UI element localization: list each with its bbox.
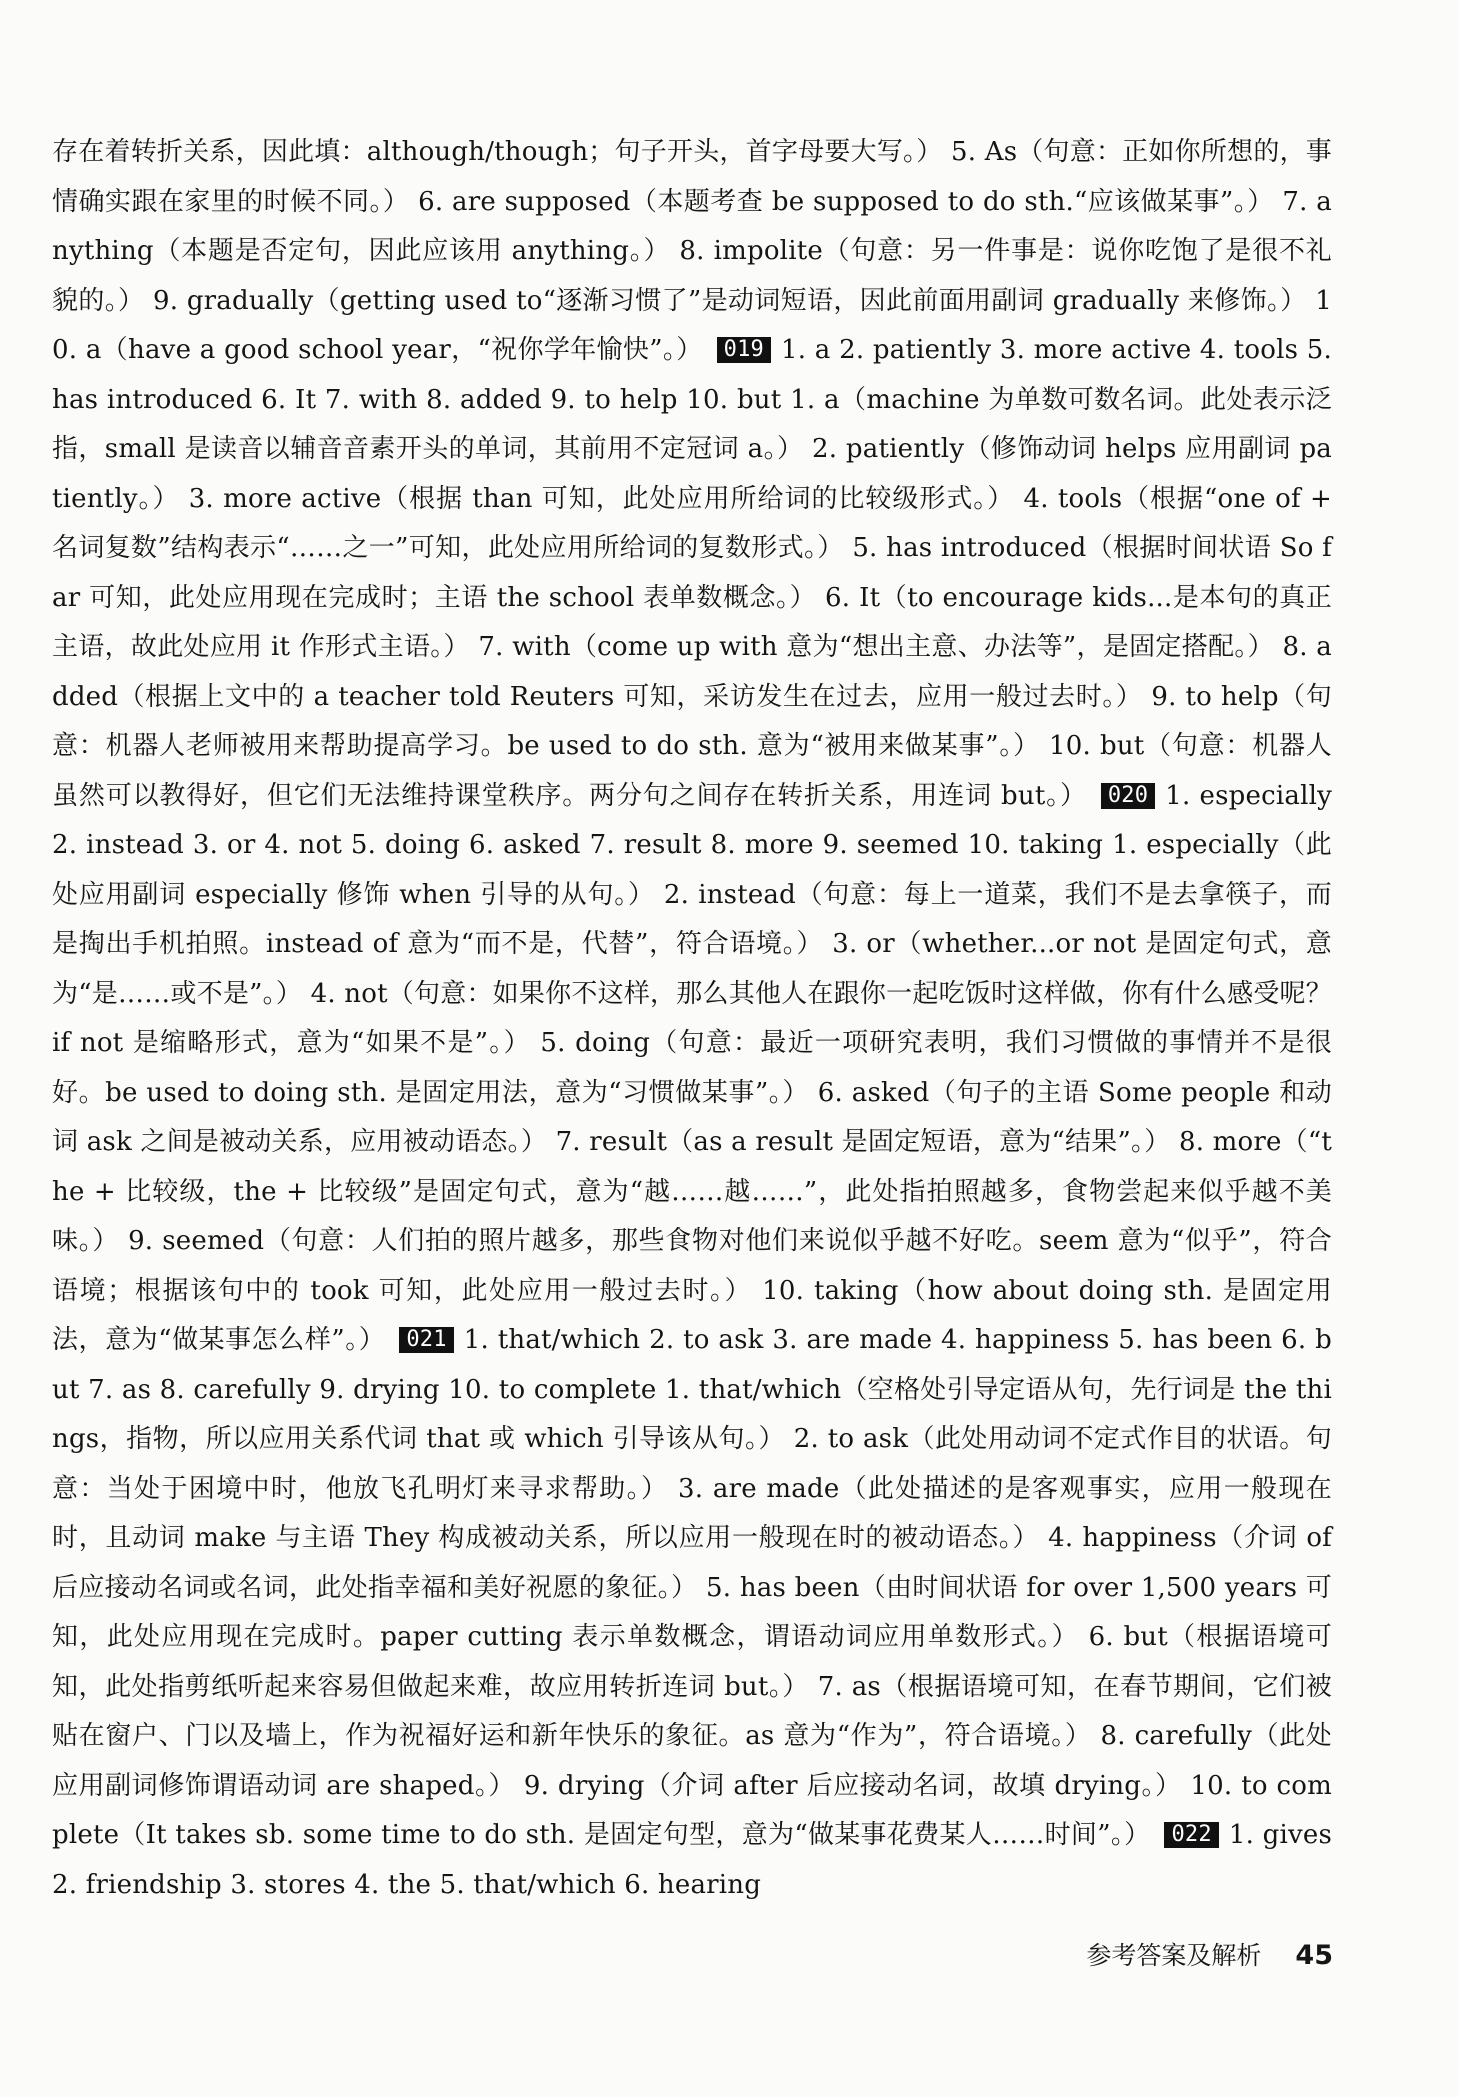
answer-paragraph: 1. that/which 2. to ask 3. are made 4. happiness 5. has been 6. but 7. as 8. carefully 9. drying 10. to complete 1. that/which（空格处引导定语从句，先行词是 the things，指物，所以应用关系代词 that 或 which 引导该从句。） 2. to ask（此处用动词不定式作目的状语。句意：当处于困境中时，他放飞孔明灯来寻求帮助。） 3. are made（此处描述的是客观事实，应用一般现在时，且动词 make 与主语 They 构成被动关系，所以应用一般现在时的被动语态。） 4. happiness（介词 of 后应接动名词或名词，此处指幸福和美好祝愿的象征。） 5. has been（由时间状语 for over 1,500 years 可知，此处应用现在完成时。paper cutting 表示单数概念，谓语动词应用单数形式。） 6. but（根据语境可知，此处指剪纸听起来容易但做起来难，故应用转折连词 but。） 7. as（根据语境可知，在春节期间，它们被贴在窗户、门以及墙上，作为祝福好运和新年快乐的象征。as 意为“作为”，符合语境。） 8. carefully（此处应用副词修饰谓语动词 are shaped。） 9. drying（介词 after 后应接动名词，故填 drying。） 10. to complete（It takes sb. some time to do sth. 是固定句型，意为“做某事花费某人……时间”。） xyxy=(52,1325,1332,1850)
answer-paragraph: 1. a 2. patiently 3. more active 4. tools 5. has introduced 6. It 7. with 8. added 9. to help 10. but 1. a（machine 为单数可数名词。此处表示泛指，small 是读音以辅音音素开头的单词，其前用不定冠词 a。） 2. patiently（修饰动词 helps 应用副词 patiently。） 3. more active（根据 than 可知，此处应用所给词的比较级形式。） 4. tools（根据“one of + 名词复数”结构表示“……之一”可知，此处应用所给词的复数形式。） 5. has introduced（根据时间状语 So far 可知，此处应用现在完成时；主语 the school 表单数概念。） 6. It（to encourage kids...是本句的真正主语，故此处应用 it 作形式主语。） 7. with（come up with 意为“想出主意、办法等”，是固定搭配。） 8. added（根据上文中的 a teacher told Reuters 可知，采访发生在过去，应用一般过去时。） 9. to help（句意：机器人老师被用来帮助提高学习。be used to do sth. 意为“被用来做某事”。） 10. but（句意：机器人虽然可以教得好，但它们无法维持课堂秩序。两分句之间存在转折关系，用连词 but。） xyxy=(52,335,1332,811)
section-number-badge: 020 xyxy=(1101,783,1155,809)
page-footer xyxy=(1086,1936,1333,1972)
answer-paragraph: 1. gives 2. friendship 3. stores 4. the 5. that/which 6. hearing xyxy=(52,1820,1332,1900)
footer-label: 参考答案及解析 xyxy=(1086,1941,1262,1970)
section-number-badge: 021 xyxy=(399,1327,453,1353)
answer-text-block xyxy=(52,128,1332,1910)
answer-paragraph: 1. especially 2. instead 3. or 4. not 5. doing 6. asked 7. result 8. more 9. seemed 10. taking 1. especially（此处应用副词 especially 修饰 when 引导的从句。） 2. instead（句意：每上一道菜，我们不是去拿筷子，而是掏出手机拍照。instead of 意为“而不是，代替”，符合语境。） 3. or（whether...or not 是固定句式，意为“是……或不是”。） 4. not（句意：如果你不这样，那么其他人在跟你一起吃饭时这样做，你有什么感受呢？if not 是缩略形式，意为“如果不是”。） 5. doing（句意：最近一项研究表明，我们习惯做的事情并不是很好。be used to doing sth. 是固定用法，意为“习惯做某事”。） 6. asked（句子的主语 Some people 和动词 ask 之间是被动关系，应用被动语态。） 7. result（as a result 是固定短语，意为“结果”。） 8. more（“the + 比较级，the + 比较级”是固定句式，意为“越……越……”，此处指拍照越多，食物尝起来似乎越不美味。） 9. seemed（句意：人们拍的照片越多，那些食物对他们来说似乎越不好吃。seem 意为“似乎”，符合语境；根据该句中的 took 可知，此处应用一般过去时。） 10. taking（how about doing sth. 是固定用法，意为“做某事怎么样”。） xyxy=(52,780,1332,1355)
answer-paragraph: 存在着转折关系，因此填：although/though；句子开头，首字母要大写。） 5. As（句意：正如你所想的，事情确实跟在家里的时候不同。） 6. are supposed（本题考查 be supposed to do sth.“应该做某事”。） 7. anything（本题是否定句，因此应该用 anything。） 8. impolite（句意：另一件事是：说你吃饱了是很不礼貌的。） 9. gradually（getting used to“逐渐习惯了”是动词短语，因此前面用副词 gradually 来修饰。） 10. a（have a good school year，“祝你学年愉快”。） xyxy=(52,137,1333,365)
section-number-badge: 019 xyxy=(717,337,771,363)
section-number-badge: 022 xyxy=(1164,1822,1218,1848)
page-number: 45 xyxy=(1295,1940,1333,1971)
